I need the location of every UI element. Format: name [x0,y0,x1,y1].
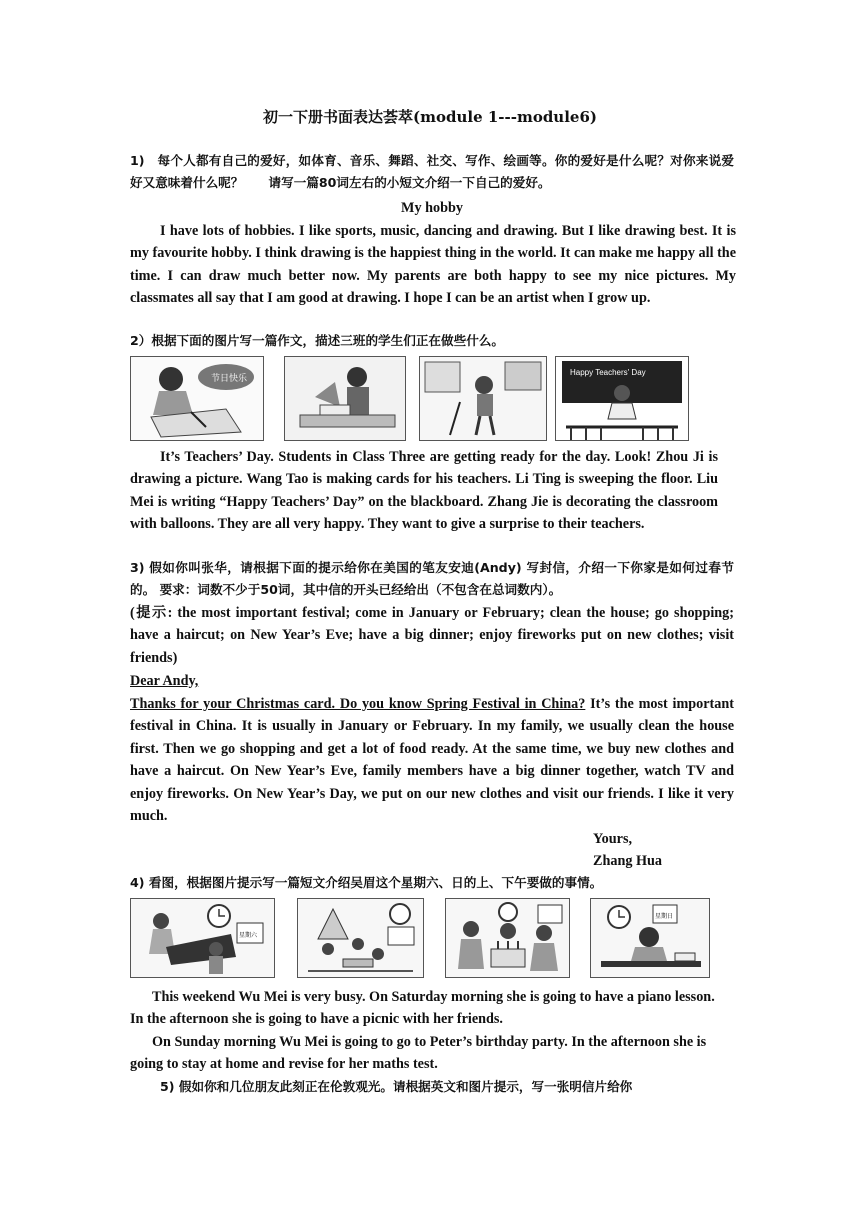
q3-hints: (提示: the most important festival; come in January or February; clean the house; go shopping; have a haircut; on New Year’s Eve; have a big dinner; enjoy fireworks put on new clothes; visit friends) [130,605,734,666]
q2-image-blackboard [555,356,689,441]
q3-given-start: Thanks for your Christmas card. Do you know Spring Festival in China? [130,696,586,712]
q5-prompt: 5) 假如你和几位朋友此刻正在伦敦观光。请根据英文和图片提示，写一张明信片给你 [160,1079,633,1094]
q3-letter-body: It’s the most important festival in China. It is usually in January or February. In my family, we usually clean the house first. Then we go shopping and get a lot of food ready. At the same time, we buy new clothes and have a haircut. On New Year’s Eve, family members have a big dinner together, watch TV and enjoy fireworks. On New Year’s Day, we put on our new clothes and visit our friends. I like it very much. [130,696,734,825]
q4-calendar-sun: 星期日 [655,913,674,920]
q3-closing: Yours, [593,831,633,847]
q1-essay: I have lots of hobbies. I like sports, music, dancing and drawing. But I like drawing best. It is my favourite hobby. I think drawing is the happiest thing in the world. It can make me happy all the time. I can draw much better now. My parents are both happy to see my nice pictures. My classmates all say that I am good at drawing. I hope I can be an artist when I grow up. [130,223,736,307]
q4-image-party [445,898,570,978]
q1-essay-title: My hobby [401,200,463,216]
q4-image-picnic [297,898,424,978]
q4-paragraph-2: On Sunday morning Wu Mei is going to go to Peter’s birthday party. In the afternoon she is going to stay at home and revise for her maths test. [130,1034,707,1073]
q2-image-sweeping [419,356,547,441]
q3-signature: Zhang Hua [593,853,662,869]
q2-image-drawing [130,356,264,441]
q3-salutation: Dear Andy, [130,673,199,689]
q4-calendar-sat: 星期六 [239,932,258,939]
q2-prompt: 2）根据下面的图片写一篇作文，描述三班的学生们正在做些什么。 [130,333,504,348]
q3-prompt: 3) 假如你叫张华，请根据下面的提示给你在美国的笔友安迪(Andy) 写封信，介绍一下你家是如何过春节的。 要求：词数不少于50词，其中信的开头已经给出（不包含在总词数内）。 [130,560,734,598]
q4-prompt: 4) 看图，根据图片提示写一篇短文介绍吴眉这个星期六、日的上、下午要做的事情。 [130,875,603,890]
q2-essay: It’s Teachers’ Day. Students in Class Three are getting ready for the day. Look! Zhou Ji is drawing a picture. Wang Tao is making cards for his teachers. Li Ting is sweeping the floor. Liu Mei is writing “Happy Teachers’ Day” on the blackboard. Zhang Jie is decorating the classroom with balloons. They are all very happy. They want to give a surprise to their teachers. [130,449,718,533]
q4-image-study [590,898,710,978]
blackboard-text: Happy Teachers' Day [570,368,646,377]
q4-paragraph-1: This weekend Wu Mei is very busy. On Saturday morning she is going to have a piano lesson. In the afternoon she is going to have a picnic with her friends. [130,989,715,1028]
page-title: 初一下册书面表达荟萃(module 1---module6) [263,108,597,126]
q2-image1-caption: 节日快乐 [211,374,248,384]
q1-prompt: 1) 每个人都有自己的爱好，如体育、音乐、舞蹈、社交、写作、绘画等。你的爱好是什么呢？对你来说爱好又意味着什么呢？ 请写一篇80词左右的小短文介绍一下自己的爱好。 [130,153,734,191]
q4-image-piano [130,898,275,978]
q2-image-cards [284,356,406,441]
q3-letter [130,693,734,827]
